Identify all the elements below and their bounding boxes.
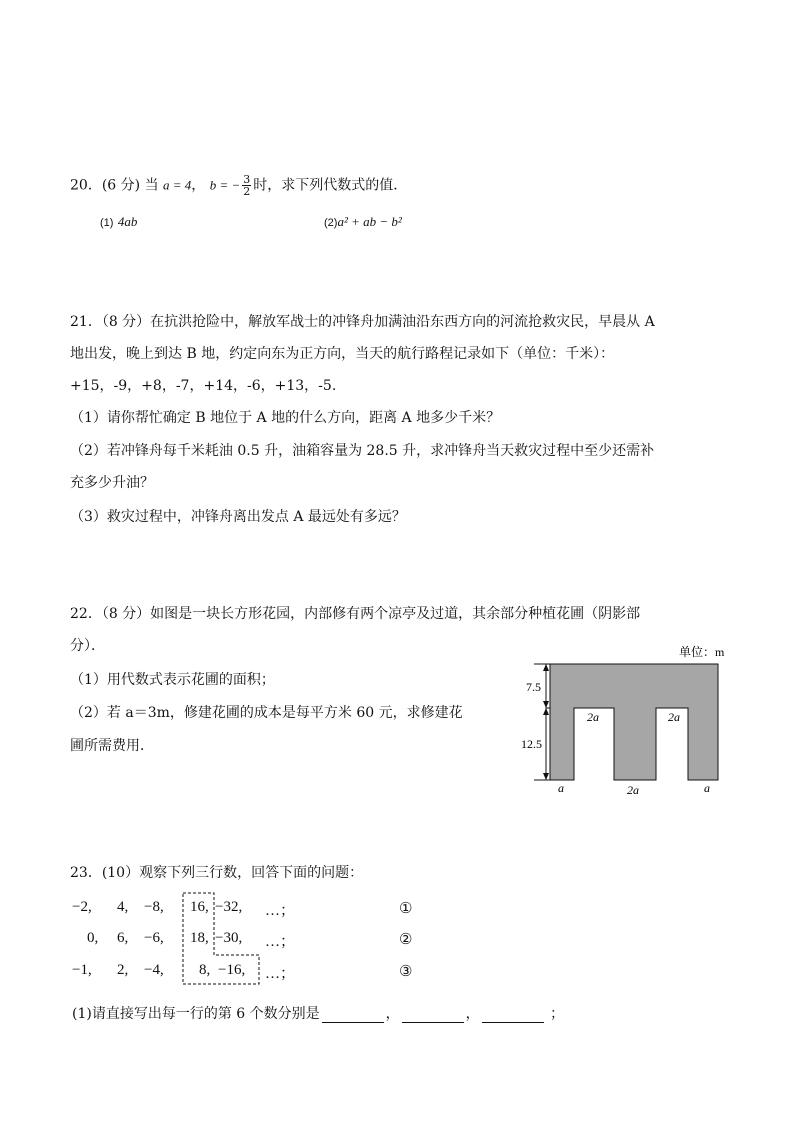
dim-arrow-mid-up	[543, 701, 549, 708]
dim-arrow-top	[543, 664, 549, 671]
q23-row2-c3: −6,	[144, 930, 164, 946]
q22-garden-figure	[520, 640, 730, 800]
q21-line1: 21．（8 分）在抗洪抢险中，解放军战士的冲锋舟加满油沿东西方向的河流抢救灾民，早晨从 A	[70, 314, 655, 330]
dim-arrow-mid-down	[543, 708, 549, 715]
q20-b-frac-num: 3	[243, 173, 251, 186]
q23-row1-c2: 4,	[117, 899, 129, 915]
q23-row1-c5: −32,	[215, 899, 243, 915]
q20-score: (6 分)	[101, 177, 141, 194]
q20-b-value: b = −	[209, 177, 241, 193]
q23-row1-c4: 16,	[190, 899, 209, 915]
bottom-mid-label: 2a	[627, 783, 639, 797]
q20-a-value: a = 4	[163, 177, 192, 193]
dim-bottom-label: 12.5	[521, 737, 542, 751]
q22-sub1: （1）用代数式表示花圃的面积；	[70, 672, 275, 688]
q23-row3-mark: ③	[399, 964, 413, 980]
q22-line2: 分）．	[70, 638, 105, 654]
q20-part2-label: (2)	[324, 217, 338, 229]
q21-line3: +15，-9，+8，-7，+14，-6，+13，-5.	[70, 378, 337, 394]
q23-line1: 23．(10）观察下列三行数，回答下面的问题：	[70, 865, 364, 881]
dim-arrow-bottom	[543, 773, 549, 780]
q22-sub2-line1: （2）若 a＝3m，修建花圃的成本是每平方米 60 元，求修建花	[70, 705, 463, 721]
q23-row-1	[72, 899, 492, 919]
q23-row2-mark: ②	[399, 932, 413, 948]
q23-row3-c6: …；	[265, 966, 296, 982]
q20-b-frac-den: 2	[243, 185, 251, 198]
q23-sub1-sep1: ，	[385, 1006, 400, 1022]
q23-row1-c6: …；	[265, 903, 296, 919]
q20-part1-label: (1)	[100, 217, 114, 229]
q23-row-3	[72, 962, 492, 982]
q22-sub2-line2: 圃所需费用．	[70, 738, 154, 754]
q21-sub2-line1: （2）若冲锋舟每千米耗油 0.5 升，油箱容量为 28.5 升，求冲锋舟当天救灾过程中至少还需补	[70, 443, 655, 459]
q20-number: 20．	[70, 177, 102, 194]
q22-line1: 22．（8 分）如图是一块长方形花园，内部修有两个凉亭及过道，其余部分种植花圃（阴影部	[70, 606, 641, 622]
q23-sub1-text: (1)请直接写出每一行的第 6 个数分别是	[72, 1006, 320, 1022]
dim-top-label: 7.5	[526, 680, 541, 694]
q23-row1-c1: −2,	[72, 899, 92, 915]
bottom-right-label: a	[704, 781, 710, 795]
q23-row-2	[72, 930, 492, 950]
q23-answer-blank-3[interactable]	[482, 1009, 544, 1023]
bottom-left-label: a	[558, 781, 564, 795]
q20-part2	[324, 214, 402, 230]
q23-row3-c2: 2,	[117, 962, 129, 978]
q23-sub1-end: ；	[550, 1006, 565, 1022]
q23-sub1-sep2: ，	[465, 1006, 480, 1022]
q20-b-fraction	[242, 174, 251, 197]
q23-answer-blank-2[interactable]	[402, 1009, 464, 1023]
q23-answer-blank-1[interactable]	[322, 1009, 384, 1023]
q21-sub1: （1）请你帮忙确定 B 地位于 A 地的什么方向，距离 A 地多少千米？	[70, 410, 501, 426]
gap-right-label: 2a	[668, 710, 680, 724]
q23-row1-c3: −8,	[144, 899, 164, 915]
q20-stem	[70, 174, 407, 197]
q20-sep: ，	[191, 177, 206, 194]
q23-row2-c6: …；	[265, 934, 296, 950]
q23-row3-c4: 8,	[199, 962, 211, 978]
q20-part1	[100, 214, 137, 230]
unit-label: 单位：m	[679, 645, 725, 659]
q23-row1-mark: ①	[399, 901, 413, 917]
q23-row3-c1: −1,	[72, 962, 92, 978]
q23-row3-c3: −4,	[144, 962, 164, 978]
q20-text-rest: 时，求下列代数式的值．	[253, 177, 408, 194]
q23-row2-c1: 0,	[87, 930, 99, 946]
q21-line2: 地出发，晚上到达 B 地，约定向东为正方向，当天的航行路程记录如下（单位：千米）：	[70, 346, 615, 362]
q21-sub3: （3）救灾过程中，冲锋舟离出发点 A 最远处有多远？	[70, 509, 406, 525]
q23-row2-c2: 6,	[117, 930, 129, 946]
q23-sub1	[72, 1003, 564, 1023]
q23-row2-c4: 18,	[190, 930, 209, 946]
q20-text-when: 当	[144, 177, 159, 194]
q20-part1-expr: 4ab	[117, 214, 138, 229]
q23-row3-c5: −16,	[218, 962, 246, 978]
q23-row2-c5: −30,	[215, 930, 243, 946]
q21-sub2-line2: 充多少升油？	[70, 475, 154, 491]
gap-left-label: 2a	[587, 710, 599, 724]
q20-part2-expr: a² + ab − b²	[337, 214, 402, 229]
garden-flowerbed-shape	[550, 664, 718, 780]
